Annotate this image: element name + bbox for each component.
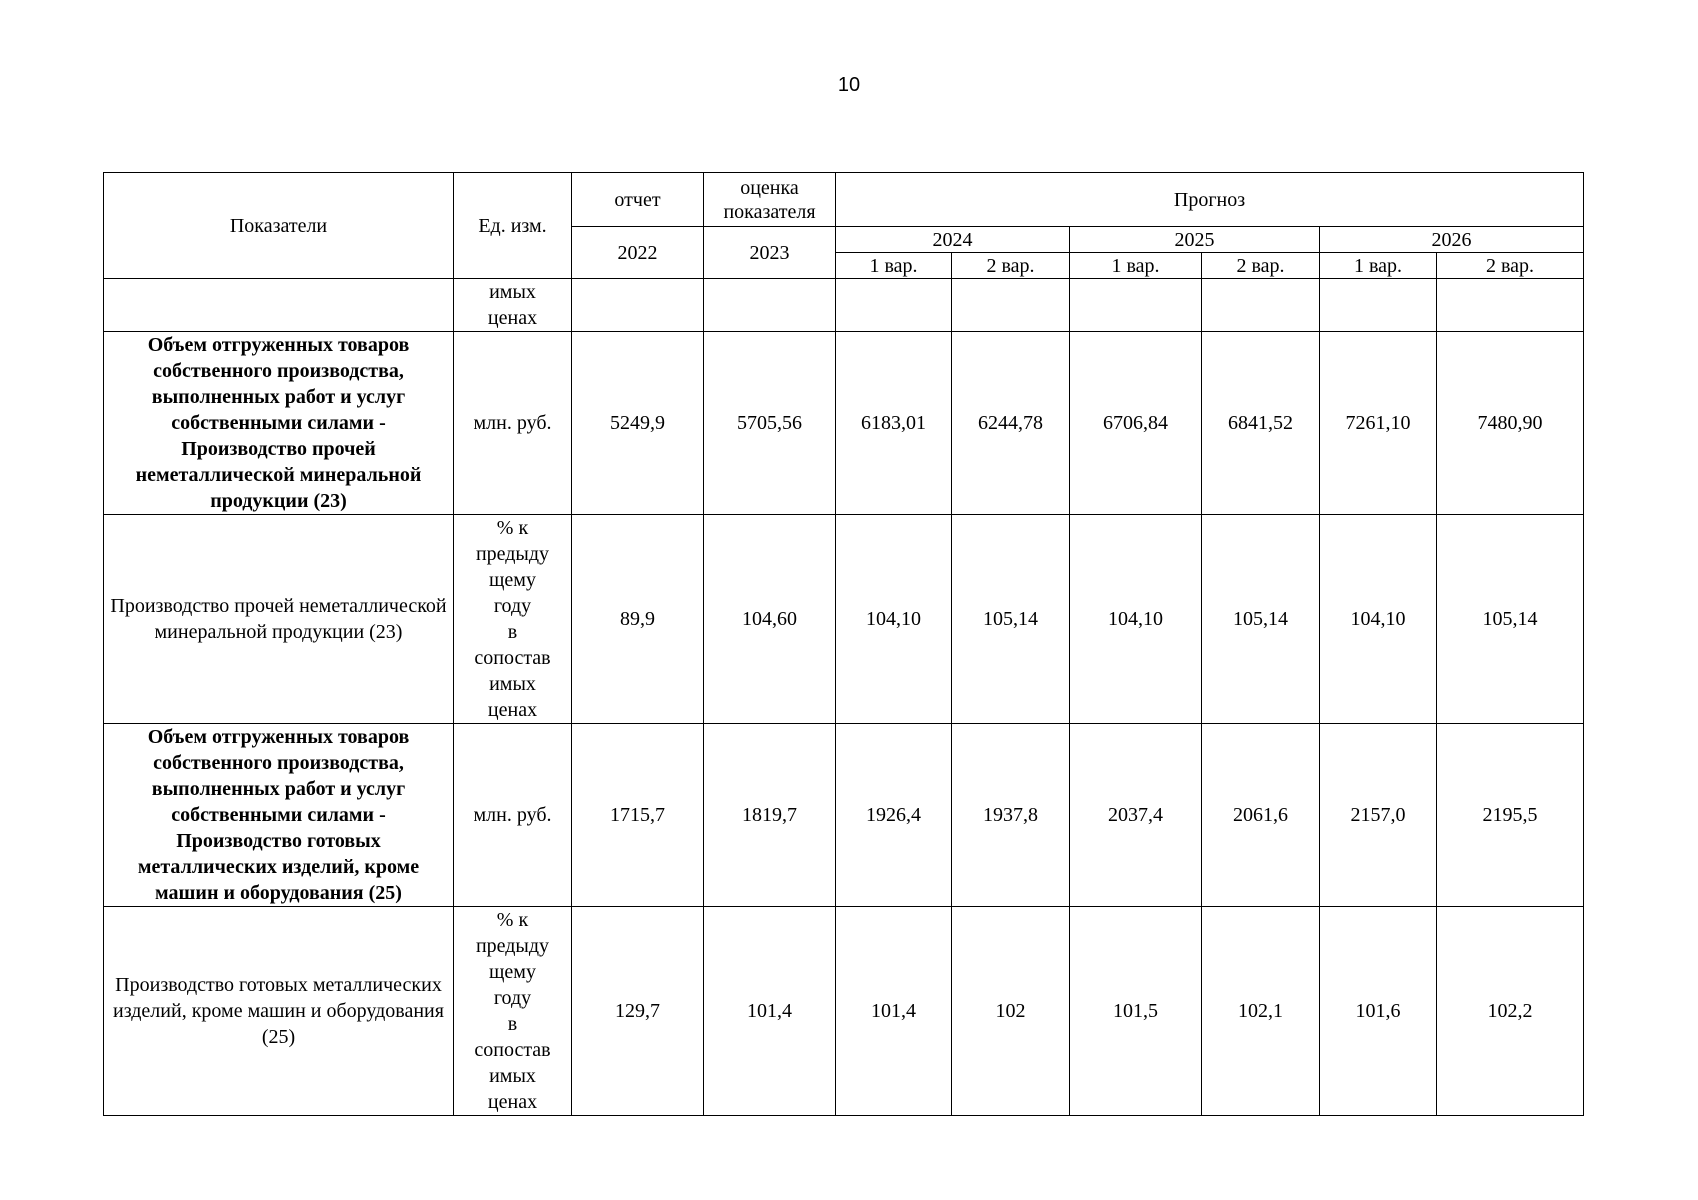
table-row bbox=[104, 332, 1584, 515]
variant-header: 1 вар. bbox=[1070, 253, 1202, 279]
header-row-1 bbox=[104, 173, 1584, 227]
value-cell: 104,10 bbox=[836, 515, 952, 724]
value-cell: 129,7 bbox=[572, 907, 704, 1116]
value-cell: 101,4 bbox=[704, 907, 836, 1116]
table-body bbox=[104, 279, 1584, 1116]
value-cell: 1937,8 bbox=[952, 724, 1070, 907]
indicator-cell: Производство прочей неметаллической минеральной продукции (23) bbox=[104, 515, 454, 724]
value-cell: 101,6 bbox=[1320, 907, 1437, 1116]
year-2024-header: 2024 bbox=[836, 227, 1070, 253]
unit-line: сопостав bbox=[474, 647, 551, 669]
unit-line: % к bbox=[496, 909, 529, 931]
indicator-cell: Объем отгруженных товаров собственного производства, выполненных работ и услуг собственными силами - Производство прочей неметаллической минеральной продукции (23) bbox=[104, 332, 454, 515]
value-cell bbox=[1320, 279, 1437, 332]
value-cell: 105,14 bbox=[1202, 515, 1320, 724]
unit-line: имых bbox=[489, 281, 536, 303]
unit-line: предыду bbox=[475, 935, 550, 957]
value-cell: 1715,7 bbox=[572, 724, 704, 907]
unit-line: % к bbox=[496, 517, 529, 539]
table-row bbox=[104, 515, 1584, 724]
value-cell: 6706,84 bbox=[1070, 332, 1202, 515]
value-cell: 7261,10 bbox=[1320, 332, 1437, 515]
year-2026-header: 2026 bbox=[1320, 227, 1584, 253]
variant-header: 2 вар. bbox=[1437, 253, 1584, 279]
unit-line: сопостав bbox=[474, 1039, 551, 1061]
value-cell: 5249,9 bbox=[572, 332, 704, 515]
value-cell: 105,14 bbox=[1437, 515, 1584, 724]
unit-cell: млн. руб. bbox=[454, 332, 572, 515]
unit-line: в bbox=[507, 621, 518, 643]
table-header bbox=[104, 173, 1584, 279]
value-cell: 2037,4 bbox=[1070, 724, 1202, 907]
unit-line: ценах bbox=[487, 1091, 538, 1113]
value-cell: 89,9 bbox=[572, 515, 704, 724]
year-2025-header: 2025 bbox=[1070, 227, 1320, 253]
value-cell bbox=[1437, 279, 1584, 332]
value-cell: 101,4 bbox=[836, 907, 952, 1116]
unit-line: предыду bbox=[475, 543, 550, 565]
unit-column-header: Ед. изм. bbox=[454, 173, 572, 279]
unit-cell bbox=[454, 907, 572, 1116]
unit-line: году bbox=[493, 595, 532, 617]
variant-header: 1 вар. bbox=[836, 253, 952, 279]
report-column-header: отчет bbox=[572, 173, 704, 227]
unit-line: щему bbox=[489, 569, 536, 591]
value-cell: 104,10 bbox=[1320, 515, 1437, 724]
value-cell: 104,10 bbox=[1070, 515, 1202, 724]
unit-line: имых bbox=[489, 1065, 536, 1087]
value-cell: 102,1 bbox=[1202, 907, 1320, 1116]
value-cell bbox=[952, 279, 1070, 332]
variant-header: 1 вар. bbox=[1320, 253, 1437, 279]
value-cell bbox=[836, 279, 952, 332]
table-row bbox=[104, 724, 1584, 907]
value-cell: 5705,56 bbox=[704, 332, 836, 515]
table-row bbox=[104, 907, 1584, 1116]
unit-cell bbox=[454, 515, 572, 724]
forecast-column-header: Прогноз bbox=[836, 173, 1584, 227]
value-cell: 101,5 bbox=[1070, 907, 1202, 1116]
value-cell: 105,14 bbox=[952, 515, 1070, 724]
year-2023-header: 2023 bbox=[704, 227, 836, 279]
value-cell: 102,2 bbox=[1437, 907, 1584, 1116]
value-cell: 2157,0 bbox=[1320, 724, 1437, 907]
year-2022-header: 2022 bbox=[572, 227, 704, 279]
value-cell bbox=[704, 279, 836, 332]
unit-line: году bbox=[493, 987, 532, 1009]
value-cell: 102 bbox=[952, 907, 1070, 1116]
indicators-table bbox=[103, 172, 1584, 1116]
value-cell: 1819,7 bbox=[704, 724, 836, 907]
page-number: 10 bbox=[837, 74, 861, 96]
value-cell: 2061,6 bbox=[1202, 724, 1320, 907]
variant-header: 2 вар. bbox=[952, 253, 1070, 279]
continuation-row bbox=[104, 279, 1584, 332]
value-cell: 6841,52 bbox=[1202, 332, 1320, 515]
indicator-cell bbox=[104, 279, 454, 332]
unit-line: щему bbox=[489, 961, 536, 983]
unit-cell: млн. руб. bbox=[454, 724, 572, 907]
unit-cell bbox=[454, 279, 572, 332]
value-cell: 7480,90 bbox=[1437, 332, 1584, 515]
value-cell: 104,60 bbox=[704, 515, 836, 724]
estimate-column-header: оценка показателя bbox=[704, 173, 836, 227]
unit-line: ценах bbox=[487, 699, 538, 721]
value-cell bbox=[1070, 279, 1202, 332]
variant-header: 2 вар. bbox=[1202, 253, 1320, 279]
value-cell: 6244,78 bbox=[952, 332, 1070, 515]
value-cell bbox=[1202, 279, 1320, 332]
value-cell: 2195,5 bbox=[1437, 724, 1584, 907]
unit-line: ценах bbox=[487, 307, 538, 329]
indicator-cell: Производство готовых металлических изделий, кроме машин и оборудования (25) bbox=[104, 907, 454, 1116]
value-cell bbox=[572, 279, 704, 332]
unit-line: в bbox=[507, 1013, 518, 1035]
value-cell: 6183,01 bbox=[836, 332, 952, 515]
indicator-column-header: Показатели bbox=[104, 173, 454, 279]
unit-line: имых bbox=[489, 673, 536, 695]
indicator-cell: Объем отгруженных товаров собственного производства, выполненных работ и услуг собственными силами - Производство готовых металлических изделий, кроме машин и оборудования (25) bbox=[104, 724, 454, 907]
value-cell: 1926,4 bbox=[836, 724, 952, 907]
